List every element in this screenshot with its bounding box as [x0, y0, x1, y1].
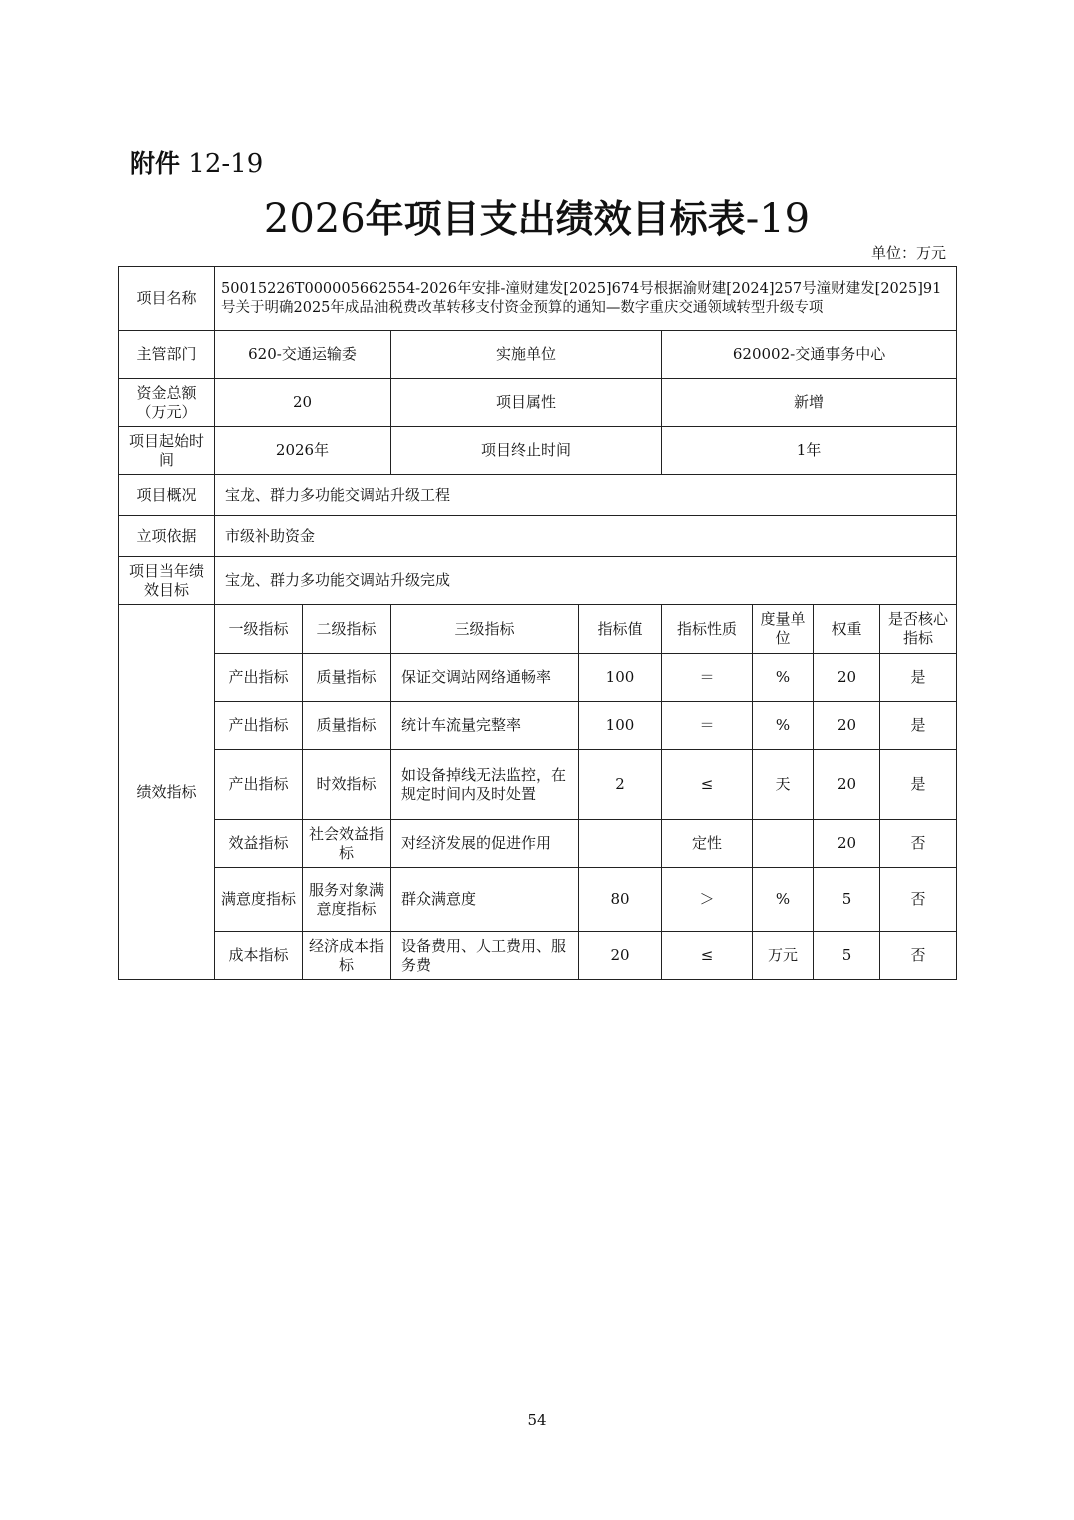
level3-cell: 如设备掉线无法监控，在规定时间内及时处置 [391, 750, 579, 820]
basis-label: 立项依据 [119, 516, 215, 557]
table-row [119, 868, 957, 932]
level3-cell: 群众满意度 [391, 868, 579, 932]
end-value: 1年 [662, 427, 957, 475]
weight-cell: 20 [814, 702, 880, 750]
row-time [119, 427, 957, 475]
core-cell: 否 [880, 868, 957, 932]
nature-cell: ＝ [662, 702, 753, 750]
attr-value: 新增 [662, 379, 957, 427]
nature-cell: ＞ [662, 868, 753, 932]
overview-value: 宝龙、群力多功能交调站升级工程 [215, 475, 957, 516]
end-label: 项目终止时间 [391, 427, 662, 475]
value-cell: 100 [579, 654, 662, 702]
weight-cell: 5 [814, 932, 880, 980]
weight-cell: 20 [814, 654, 880, 702]
perf-section-label: 绩效指标 [119, 605, 215, 980]
title-year: 2026 [263, 196, 366, 242]
row-goal [119, 557, 957, 605]
page-number: 54 [527, 1411, 547, 1429]
header-level2: 二级指标 [303, 605, 391, 654]
perf-header-row [119, 605, 957, 654]
header-level1: 一级指标 [215, 605, 303, 654]
level1-cell: 满意度指标 [215, 868, 303, 932]
core-cell: 否 [880, 932, 957, 980]
unit-cell: % [753, 868, 814, 932]
overview-label: 项目概况 [119, 475, 215, 516]
fund-value: 20 [215, 379, 391, 427]
start-value: 2026年 [215, 427, 391, 475]
header-unit: 度量单位 [753, 605, 814, 654]
core-cell: 是 [880, 702, 957, 750]
weight-cell: 20 [814, 820, 880, 868]
level3-cell: 对经济发展的促进作用 [391, 820, 579, 868]
level1-cell: 产出指标 [215, 750, 303, 820]
unit-cell: 万元 [753, 932, 814, 980]
table-row [119, 820, 957, 868]
row-fund [119, 379, 957, 427]
value-cell [579, 820, 662, 868]
header-value: 指标值 [579, 605, 662, 654]
table-row [119, 932, 957, 980]
page-title [0, 188, 1074, 243]
nature-cell: ＝ [662, 654, 753, 702]
attachment-label [130, 144, 263, 180]
attachment-number: 12-19 [188, 149, 264, 179]
core-cell: 是 [880, 654, 957, 702]
level3-cell: 保证交调站网络通畅率 [391, 654, 579, 702]
attachment-word: 附件 [130, 149, 181, 178]
row-overview [119, 475, 957, 516]
title-suffix: -19 [745, 196, 811, 242]
row-project-name [119, 267, 957, 331]
table-row [119, 654, 957, 702]
value-cell: 100 [579, 702, 662, 750]
header-weight: 权重 [814, 605, 880, 654]
level1-cell: 成本指标 [215, 932, 303, 980]
unit-cell: 天 [753, 750, 814, 820]
core-cell: 是 [880, 750, 957, 820]
header-level3: 三级指标 [391, 605, 579, 654]
basis-value: 市级补助资金 [215, 516, 957, 557]
level1-cell: 产出指标 [215, 654, 303, 702]
value-cell: 2 [579, 750, 662, 820]
goal-value: 宝龙、群力多功能交调站升级完成 [215, 557, 957, 605]
impl-value: 620002-交通事务中心 [662, 331, 957, 379]
fund-label: 资金总额（万元） [119, 379, 215, 427]
level2-cell: 经济成本指标 [303, 932, 391, 980]
nature-cell: ≤ [662, 932, 753, 980]
table-row [119, 702, 957, 750]
attr-label: 项目属性 [391, 379, 662, 427]
dept-value: 620-交通运输委 [215, 331, 391, 379]
table-row [119, 750, 957, 820]
value-cell: 20 [579, 932, 662, 980]
header-nature: 指标性质 [662, 605, 753, 654]
level2-cell: 服务对象满意度指标 [303, 868, 391, 932]
weight-cell: 20 [814, 750, 880, 820]
performance-goal-table [118, 266, 957, 980]
level2-cell: 质量指标 [303, 654, 391, 702]
level1-cell: 产出指标 [215, 702, 303, 750]
nature-cell: ≤ [662, 750, 753, 820]
level3-cell: 设备费用、人工费用、服务费 [391, 932, 579, 980]
unit-label: 单位：万元 [870, 244, 946, 262]
unit-cell [753, 820, 814, 868]
project-name-value: 50015226T000005662554-2026年安排-潼财建发[2025]674号根据渝财建[2024]257号潼财建发[2025]91号关于明确2025年成品油税费改革转移支付资金预算的通知—数字重庆交通领域转型升级专项 [215, 267, 957, 331]
header-core: 是否核心指标 [880, 605, 957, 654]
title-text: 年项目支出绩效目标表 [365, 197, 746, 241]
unit-cell: % [753, 702, 814, 750]
level1-cell: 效益指标 [215, 820, 303, 868]
row-basis [119, 516, 957, 557]
goal-label: 项目当年绩效目标 [119, 557, 215, 605]
nature-cell: 定性 [662, 820, 753, 868]
level2-cell: 时效指标 [303, 750, 391, 820]
dept-label: 主管部门 [119, 331, 215, 379]
unit-cell: % [753, 654, 814, 702]
start-label: 项目起始时间 [119, 427, 215, 475]
impl-label: 实施单位 [391, 331, 662, 379]
weight-cell: 5 [814, 868, 880, 932]
core-cell: 否 [880, 820, 957, 868]
level2-cell: 社会效益指标 [303, 820, 391, 868]
value-cell: 80 [579, 868, 662, 932]
level3-cell: 统计车流量完整率 [391, 702, 579, 750]
level2-cell: 质量指标 [303, 702, 391, 750]
row-department [119, 331, 957, 379]
project-name-label: 项目名称 [119, 267, 215, 331]
